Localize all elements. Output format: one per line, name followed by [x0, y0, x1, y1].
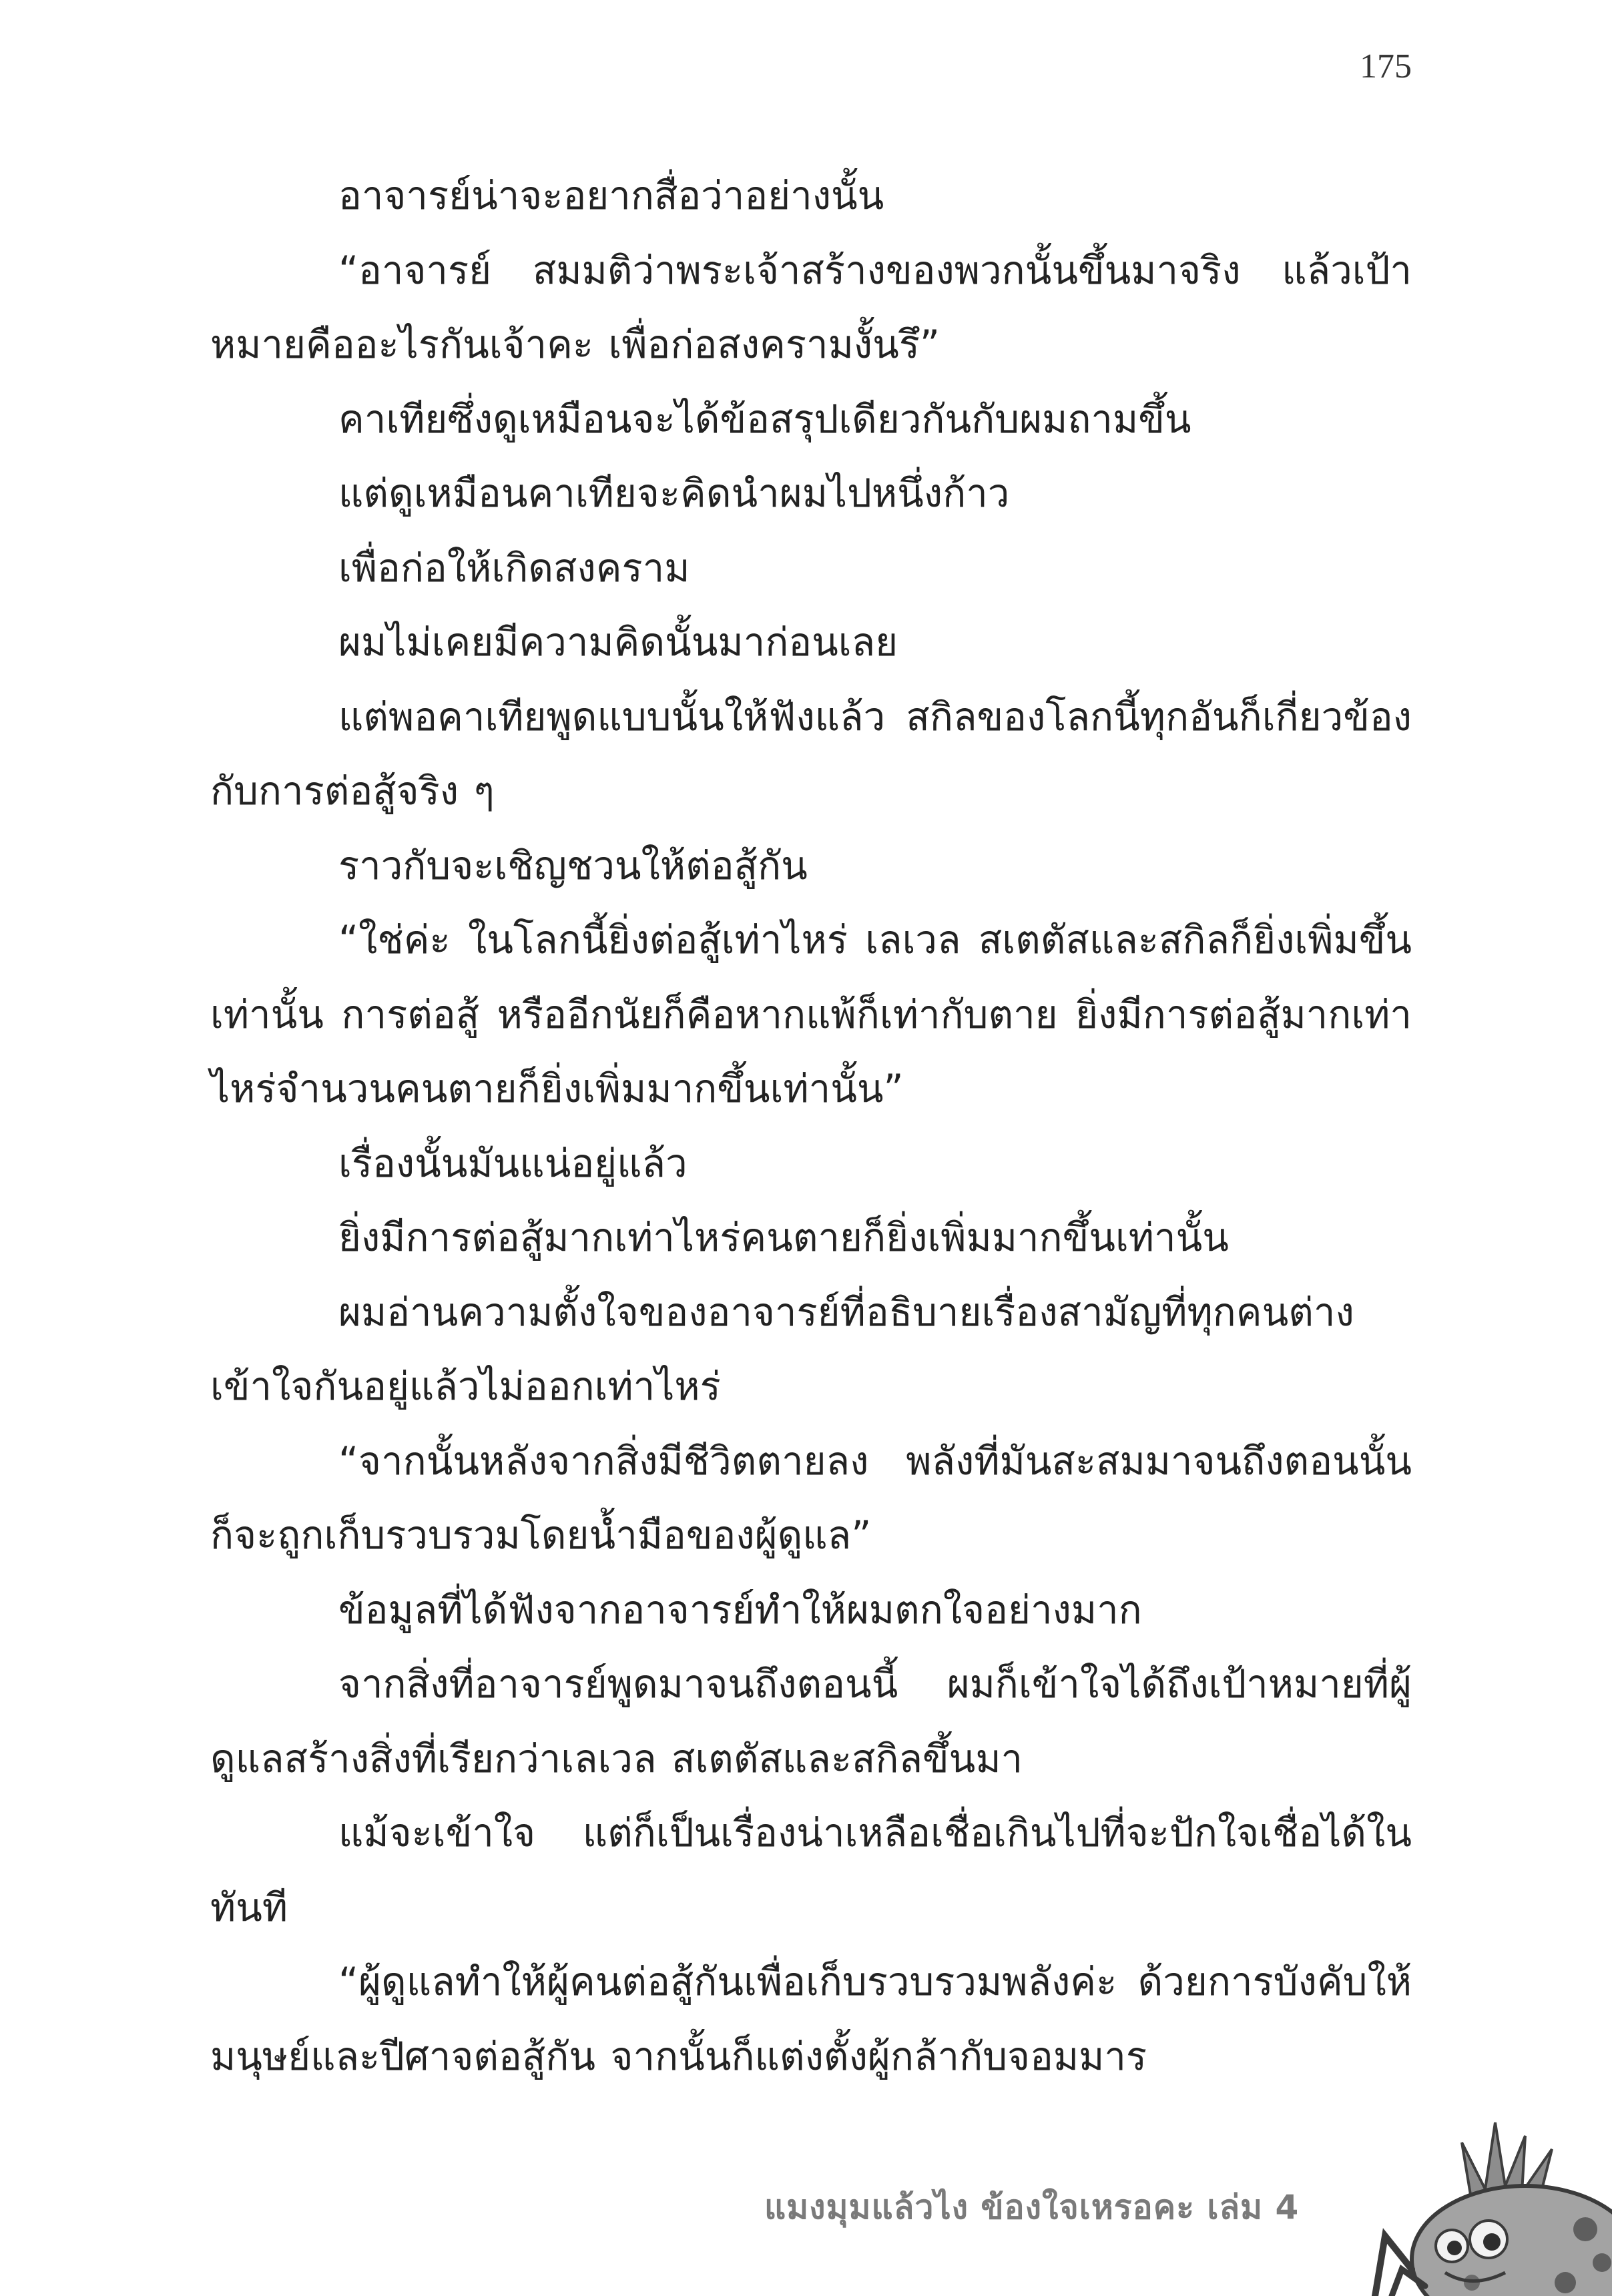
paragraph-8: ราวกับจะเชิญชวนให้ต่อสู้กัน	[338, 842, 808, 888]
paragraph-2: “อาจารย์ สมมติว่าพระเจ้าสร้างของพวกนั้นขึ้นมาจริง แล้วเป้าหมายคืออะไรกันเจ้าคะ เพื่อก่อสงครามงั้นรึ”	[210, 247, 1412, 367]
paragraph-5: เพื่อก่อให้เกิดสงคราม	[338, 545, 690, 591]
paragraph-4: แต่ดูเหมือนคาเทียจะคิดนำผมไปหนึ่งก้าว	[338, 471, 1010, 516]
paragraph-16: แม้จะเข้าใจ แต่ก็เป็นเรื่องน่าเหลือเชื่อเกินไปที่จะปักใจเชื่อได้ในทันที	[210, 1810, 1412, 1930]
paragraph-6: ผมไม่เคยมีความคิดนั้นมาก่อนเลย	[338, 619, 898, 665]
paragraph-17: “ผู้ดูแลทำให้ผู้คนต่อสู้กันเพื่อเก็บรวบรวมพลังค่ะ ด้วยการบังคับให้มนุษย์และปีศาจต่อสู้กัน จากนั้นก็แต่งตั้งผู้กล้ากับจอมมาร	[210, 1959, 1412, 2079]
paragraph-11: ยิ่งมีการต่อสู้มากเท่าไหร่คนตายก็ยิ่งเพิ่มมากขึ้นเท่านั้น	[338, 1215, 1229, 1260]
paragraph-1: อาจารย์น่าจะอยากสื่อว่าอย่างนั้น	[338, 173, 884, 218]
paragraph-14: ข้อมูลที่ได้ฟังจากอาจารย์ทำให้ผมตกใจอย่างมาก	[338, 1587, 1142, 1633]
paragraph-15: จากสิ่งที่อาจารย์พูดมาจนถึงตอนนี้ ผมก็เข้าใจได้ถึงเป้าหมายที่ผู้ดูแลสร้างสิ่งที่เรียกว่าเลเวล สเตตัสและสกิลขึ้นมา	[210, 1661, 1412, 1781]
page-number: 175	[1360, 47, 1412, 85]
paragraph-7: แต่พอคาเทียพูดแบบนั้นให้ฟังแล้ว สกิลของโลกนี้ทุกอันก็เกี่ยวข้องกับการต่อสู้จริง ๆ	[210, 693, 1412, 814]
paragraph-12: ผมอ่านความตั้งใจของอาจารย์ที่อธิบายเรื่องสามัญที่ทุกคนต่างเข้าใจกันอยู่แล้วไม่ออกเท่าไหร่	[210, 1289, 1354, 1409]
spider-mascot-icon	[1372, 2102, 1612, 2296]
paragraph-3: คาเทียซึ่งดูเหมือนจะได้ข้อสรุปเดียวกันกับผมถามขึ้น	[338, 396, 1191, 442]
paragraph-10: เรื่องนั้นมันแน่อยู่แล้ว	[338, 1140, 688, 1186]
footer-book-title: แมงมุมแล้วไง ข้องใจเหรอคะ เล่ม 4	[764, 2188, 1300, 2227]
paragraph-9: “ใช่ค่ะ ในโลกนี้ยิ่งต่อสู้เท่าไหร่ เลเวล สเตตัสและสกิลก็ยิ่งเพิ่มขึ้นเท่านั้น การต่อสู้ หรืออีกนัยก็คือหากแพ้ก็เท่ากับตาย ยิ่งมีการต่อสู้มากเท่าไหร่จำนวนคนตายก็ยิ่งเพิ่มมากขึ้นเท่านั้น”	[210, 917, 1412, 1111]
body-text	[210, 159, 1412, 2094]
paragraph-13: “จากนั้นหลังจากสิ่งมีชีวิตตายลง พลังที่มันสะสมมาจนถึงตอนนั้นก็จะถูกเก็บรวบรวมโดยน้ำมือของผู้ดูแล”	[210, 1438, 1412, 1558]
